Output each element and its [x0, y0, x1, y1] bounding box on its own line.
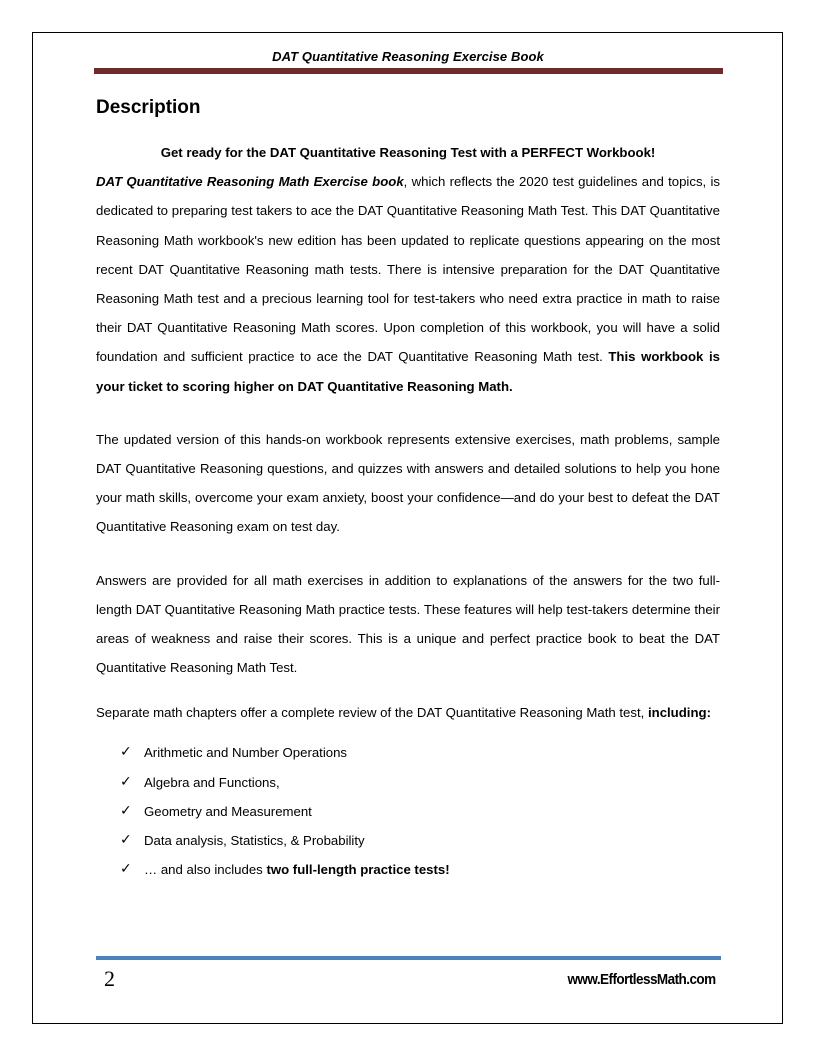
intro-closing: This workbook is your ticket to scoring higher on DAT Quantitative Reasoning Math.	[96, 349, 720, 394]
list-item: ✓ Data analysis, Statistics, & Probability	[120, 826, 720, 855]
check-icon: ✓	[120, 832, 132, 849]
book-title-lead: DAT Quantitative Reasoning Math Exercise book	[96, 174, 404, 190]
list-item: ✓ Arithmetic and Number Operations	[120, 738, 720, 767]
topic-checklist	[96, 738, 720, 884]
intro-body: , which reflects the 2020 test guidelines and topics, is dedicated to preparing test takers to ace the DAT Quantitative Reasoning Math Test. This DAT Quantitative Reasoning Math workbook's new edition has been updated to replicate questions appearing on the most recent DAT Quantitative Reasoning math tests. There is intensive preparation for the DAT Quantitative Reasoning Math test and a precious learning tool for test-takers who need extra practice in math to raise their DAT Quantitative Reasoning Math scores. Upon completion of this workbook, you will have a solid foundation and sufficient practice to ace the DAT Quantitative Reasoning Math test.	[96, 174, 721, 365]
paragraph-workbook: The updated version of this hands-on workbook represents extensive exercises, math problems, sample DAT Quantitative Reasoning questions, and quizzes with answers and detailed solutions to help you hone your math skills, overcome your exam anxiety, boost your confidence—and do your best to defeat the DAT Quantitative Reasoning exam on test day.	[96, 431, 720, 535]
chapters-text: Separate math chapters offer a complete review of the DAT Quantitative Reasoning Math test,	[96, 705, 648, 721]
chapters-bold: including:	[647, 705, 711, 721]
check-icon: ✓	[120, 861, 132, 878]
paragraph-answers: Answers are provided for all math exercises in addition to explanations of the answers for the two full-length DAT Quantitative Reasoning Math practice tests. These features will help test-takers determine their areas of weakness and raise their scores. This is a unique and perfect practice book to beat the DAT Quantitative Reasoning Math Test.	[96, 572, 720, 676]
check-icon: ✓	[120, 773, 132, 790]
list-item: ✓ Algebra and Functions,	[120, 768, 720, 797]
running-header: DAT Quantitative Reasoning Exercise Book	[272, 49, 544, 64]
page-number: 2	[104, 966, 115, 991]
list-item: ✓ … and also includes two full-length practice tests!	[120, 855, 720, 884]
website-url: www.EffortlessMath.com	[567, 971, 716, 988]
list-item: ✓ Geometry and Measurement	[120, 797, 720, 826]
section-heading: Description	[96, 97, 201, 118]
body-content	[96, 138, 720, 884]
paragraph-chapters	[96, 703, 720, 722]
footer-rule	[96, 956, 721, 960]
intro-paragraph	[96, 167, 720, 401]
check-icon: ✓	[120, 744, 132, 761]
check-icon: ✓	[120, 802, 132, 819]
tagline: Get ready for the DAT Quantitative Reasoning Test with a PERFECT Workbook!	[160, 145, 656, 160]
header-rule	[94, 68, 723, 74]
